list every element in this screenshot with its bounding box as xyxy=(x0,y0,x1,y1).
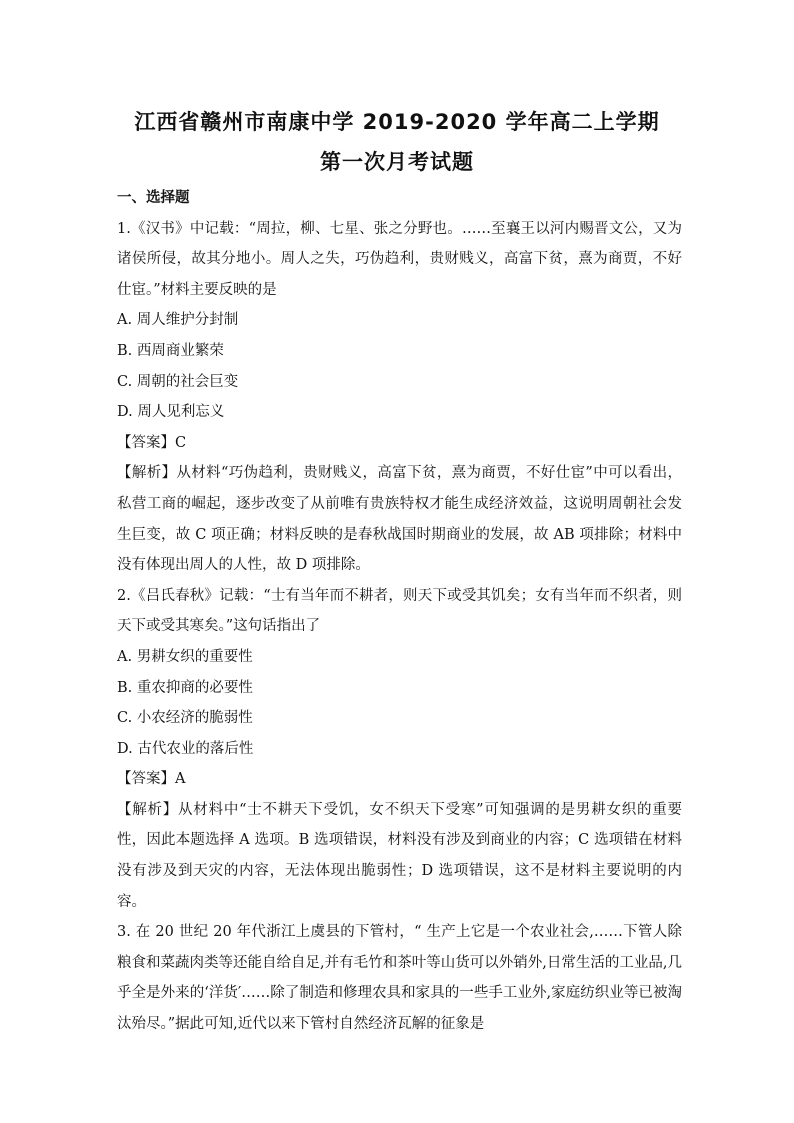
question-1-option-b: B. 西周商业繁荣 xyxy=(117,342,224,359)
question-2-analysis: 【解析】从材料中“士不耕天下受饥，女不织天下受寒”可知强调的是男耕女织的重要性，因此本题选择 A 选项。B 选项错误，材料没有涉及到商业的内容；C 选项错在材料没有涉及到天灾的内容，无法体现出脆弱性；D 选项错误，这不是材料主要说明的内容。 xyxy=(117,801,682,910)
document-subtitle: 第一次月考试题 xyxy=(320,150,474,174)
question-2-answer: 【答案】A xyxy=(117,771,186,788)
question-1-stem: 1.《汉书》中记载：“周拉，柳、七星、张之分野也。……至襄王以河内赐晋文公，又为诸侯所侵，故其分地小。周人之失，巧伪趋利，贵财贱义，高富下贫，熹为商贾，不好仕宦。”材料主要反映的是 xyxy=(117,220,682,298)
question-3-stem: 3. 在 20 世纪 20 年代浙江上虞县的下管村，“ 生产上它是一个农业社会,……下管人除粮食和菜蔬肉类等还能自给自足,并有毛竹和茶叶等山货可以外销外,日常生活的工业品,几乎全是外来的‘洋货′……除了制造和修理农具和家具的一些手工业外,家庭纺织业等已被淘汰殆尽。”据此可知,近代以来下管村自然经济瓦解的征象是 xyxy=(117,924,682,1033)
question-1-option-a: A. 周人维护分封制 xyxy=(117,312,239,329)
question-2-stem: 2.《吕氏春秋》记载：“士有当年而不耕者，则天下或受其饥矣；女有当年而不织者，则天下或受其寒矣。”这句话指出了 xyxy=(117,587,682,635)
question-1-option-d: D. 周人见利忘义 xyxy=(117,404,225,421)
question-2-option-d: D. 古代农业的落后性 xyxy=(117,740,254,757)
section-heading: 一、选择题 xyxy=(117,190,190,206)
question-1-analysis: 【解析】从材料“巧伪趋利，贵财贱义，高富下贫，熹为商贾，不好仕宦”中可以看出，私营工商的崛起，逐步改变了从前唯有贵族特权才能生成经济效益，这说明周朝社会发生巨变，故 C 项正确；材料反映的是春秋战国时期商业的发展，故 AB 项排除；材料中没有体现出周人的人性，故 D 项排除。 xyxy=(117,465,682,574)
question-2-option-b: B. 重农抑商的必要性 xyxy=(117,679,253,696)
question-1-answer: 【答案】C xyxy=(117,434,187,451)
question-2-option-c: C. 小农经济的脆弱性 xyxy=(117,710,253,727)
question-2-option-a: A. 男耕女织的重要性 xyxy=(117,648,253,665)
question-1-option-c: C. 周朝的社会巨变 xyxy=(117,373,239,390)
document-title: 江西省赣州市南康中学 2019-2020 学年高二上学期 xyxy=(134,110,660,134)
document-body xyxy=(117,183,682,1040)
